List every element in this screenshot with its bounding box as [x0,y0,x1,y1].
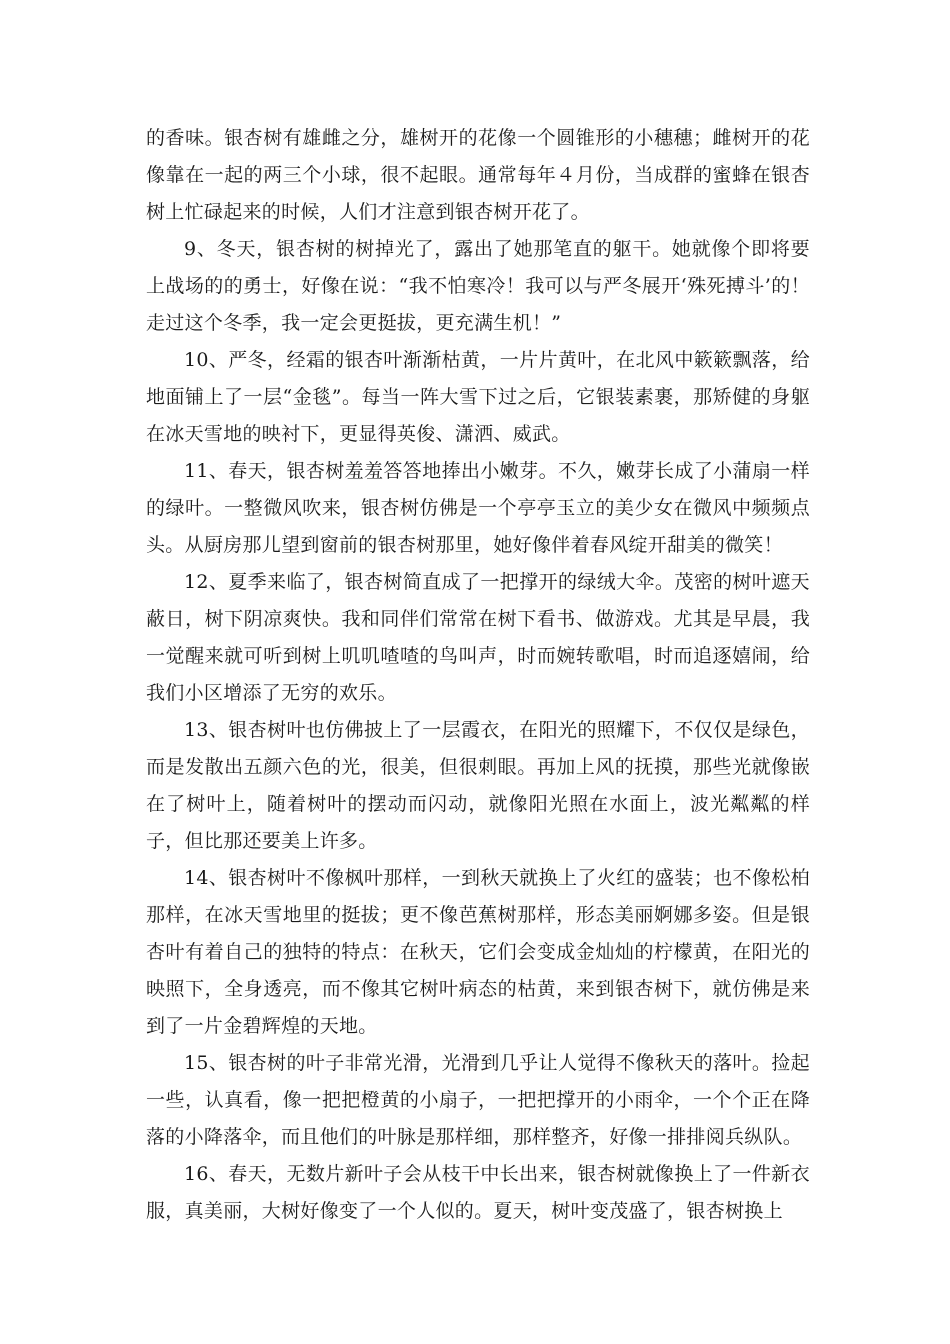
paragraph-13: 13、银杏树叶也仿佛披上了一层霞衣，在阳光的照耀下，不仅仅是绿色，而是发散出五颜六色的光，很美，但很刺眼。再加上风的抚摸，那些光就像嵌在了树叶上，随着树叶的摆动而闪动，就像阳光照在水面上，波光粼粼的样子，但比那还要美上许多。 [146,719,810,852]
paragraph-10: 10、严冬，经霜的银杏叶渐渐枯黄，一片片黄叶，在北风中簌簌飘落，给地面铺上了一层“金毯”。每当一阵大雪下过之后，它银装素裹，那矫健的身躯在冰天雪地的映衬下，更显得英俊、潇洒、威武。 [146,349,810,445]
paragraph-8-continued: 的香味。银杏树有雄雌之分，雄树开的花像一个圆锥形的小穗穗；雌树开的花像靠在一起的两三个小球，很不起眼。通常每年４月份，当成群的蜜蜂在银杏树上忙碌起来的时候，人们才注意到银杏树开花了。 [146,127,810,223]
paragraph-14: 14、银杏树叶不像枫叶那样，一到秋天就换上了火红的盛装；也不像松柏那样，在冰天雪地里的挺拔；更不像芭蕉树那样，形态美丽婀娜多姿。但是银杏叶有着自己的独特的特点：在秋天，它们会变成金灿灿的柠檬黄，在阳光的映照下，全身透亮，而不像其它树叶病态的枯黄，来到银杏树下，就仿佛是来到了一片金碧辉煌的天地。 [146,867,810,1037]
paragraph-12: 12、夏季来临了，银杏树简直成了一把撑开的绿绒大伞。茂密的树叶遮天蔽日，树下阴凉爽快。我和同伴们常常在树下看书、做游戏。尤其是早晨，我一觉醒来就可听到树上叽叽喳喳的鸟叫声，时而婉转歌唱，时而追逐嬉闹，给我们小区增添了无穷的欢乐。 [146,571,810,704]
paragraph-9: 9、冬天，银杏树的树掉光了，露出了她那笔直的躯干。她就像个即将要上战场的的勇士，好像在说：“我不怕寒冷！我可以与严冬展开‘殊死搏斗’的！走过这个冬季，我一定会更挺拔，更充满生机！” [146,238,810,334]
paragraph-15: 15、银杏树的叶子非常光滑，光滑到几乎让人觉得不像秋天的落叶。捡起一些，认真看，像一把把橙黄的小扇子，一把把撑开的小雨伞，一个个正在降落的小降落伞，而且他们的叶脉是那样细，那样整齐，好像一排排阅兵纵队。 [146,1052,810,1148]
paragraph-16: 16、春天，无数片新叶子会从枝干中长出来，银杏树就像换上了一件新衣服，真美丽，大树好像变了一个人似的。夏天，树叶变茂盛了，银杏树换上 [146,1163,810,1222]
body-text [146,120,810,1230]
paragraph-11: 11、春天，银杏树羞羞答答地捧出小嫩芽。不久，嫩芽长成了小蒲扇一样的绿叶。一整微风吹来，银杏树仿佛是一个亭亭玉立的美少女在微风中频频点头。从厨房那儿望到窗前的银杏树那里，她好像伴着春风绽开甜美的微笑！ [146,460,810,556]
